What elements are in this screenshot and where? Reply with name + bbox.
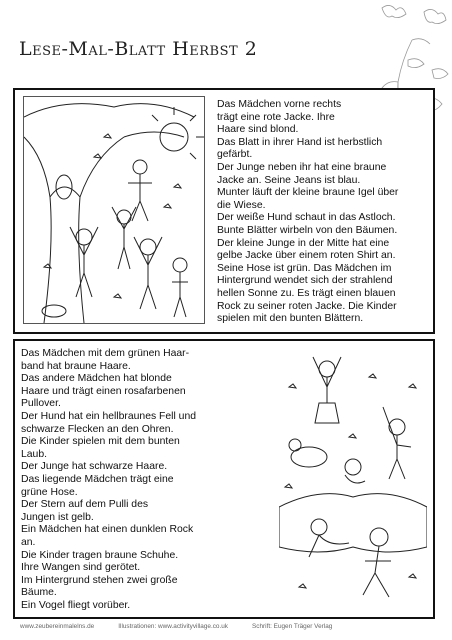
text-line: Das Mädchen mit dem grünen Haar-: [21, 348, 190, 359]
text-line: Der Junge hat schwarze Haare.: [21, 461, 168, 473]
text-line: Rock zu seiner roten Jacke. Die Kinder: [217, 300, 397, 312]
text-line: Munter läuft der kleine braune Igel über: [217, 187, 399, 199]
page-title: Lese-Mal-Blatt Herbst 2: [19, 38, 258, 60]
text-line: an.: [21, 536, 36, 548]
footer: [20, 623, 332, 630]
text-line: gelbe Jacke über einem roten Shirt an.: [217, 250, 396, 262]
footer-site: www.zeubereinmalelns.de: [20, 623, 95, 630]
text-line: Jungen ist gelb.: [21, 511, 94, 523]
text-line: gefärbt.: [217, 149, 253, 161]
text-line: Der Stern auf dem Pulli des: [21, 499, 149, 511]
text-line: trägt eine rote Jacke. Ihre: [217, 111, 335, 123]
text-line: Seine Hose ist grün. Das Mädchen im: [217, 262, 392, 274]
autumn-scene-illustration-1: [23, 96, 205, 324]
text-line: Das Blatt in ihrer Hand ist herbstlich: [217, 136, 383, 148]
text-line: die Wiese.: [217, 199, 266, 211]
text-line: Bunte Blätter wirbeln von den Bäumen.: [217, 224, 398, 236]
text-line: Laub.: [21, 448, 48, 460]
text-line: Haare sind blond.: [217, 124, 299, 136]
text-line: Die Kinder tragen braune Schuhe.: [21, 549, 179, 561]
footer-font: Schrift: Eugen Träger Verlag: [252, 623, 333, 630]
text-line: Das liegende Mädchen trägt eine: [21, 473, 174, 485]
text-line: Der Hund hat ein hellbraunes Fell und: [21, 410, 197, 422]
text-line: Ihre Wangen sind gerötet.: [21, 562, 141, 574]
text-line: Der kleine Junge in der Mitte hat eine: [217, 237, 390, 249]
text-line: Pullover.: [21, 398, 61, 410]
autumn-scene-illustration-2: [279, 347, 427, 609]
text-line: Das Mädchen vorne rechts: [217, 99, 342, 110]
text-line: Ein Vogel fliegt vorüber.: [21, 599, 131, 611]
text-line: Jacke an. Seine Jeans ist blau.: [217, 174, 361, 186]
text-line: Das andere Mädchen hat blonde: [21, 373, 172, 385]
reading-text-1: [217, 99, 427, 326]
footer-illustrations: Illustrationen: www.activityvillage.co.uk: [118, 623, 229, 630]
text-line: Bäume.: [21, 587, 57, 599]
text-line: Haare und trägt einen rosafarbenen: [21, 385, 186, 397]
reading-box-1: [13, 88, 435, 334]
text-line: schwarze Flecken an den Ohren.: [21, 423, 174, 435]
reading-box-2: [13, 339, 435, 619]
text-line: Der weiße Hund schaut in das Astloch.: [217, 212, 396, 224]
reading-text-2: [21, 348, 273, 612]
text-line: hellen Sonne zu. Es trägt einen blauen: [217, 287, 396, 299]
text-line: Hintergrund wendet sich der strahlend: [217, 275, 393, 287]
text-line: grüne Hose.: [21, 486, 78, 498]
text-line: band hat braune Haare.: [21, 360, 131, 372]
text-line: Im Hintergrund stehen zwei große: [21, 574, 178, 586]
text-line: Der Junge neben ihr hat eine braune: [217, 161, 387, 173]
text-line: spielen mit den bunten Blättern.: [217, 313, 364, 325]
text-line: Ein Mädchen hat einen dunklen Rock: [21, 524, 194, 536]
text-line: Die Kinder spielen mit dem bunten: [21, 436, 180, 448]
